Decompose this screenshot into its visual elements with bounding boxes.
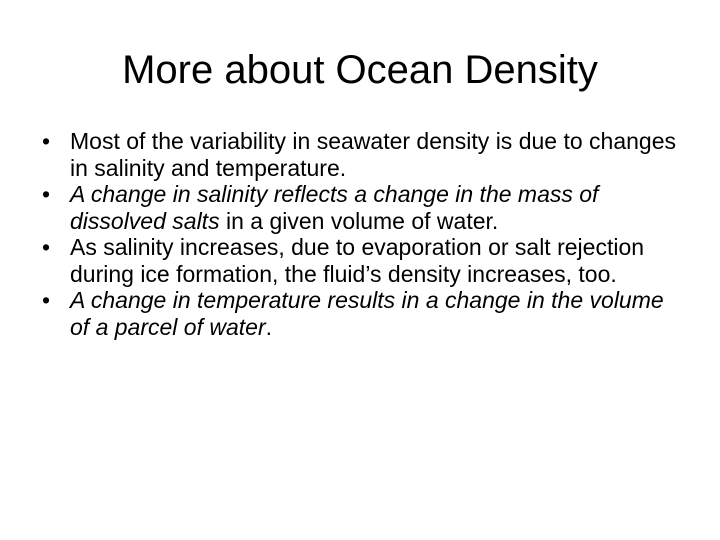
bullet-text-segment: As salinity increases, due to evaporation or salt rejection during ice formation, the fluid’s density increases, too. [70, 234, 645, 287]
bullet-text [70, 128, 676, 181]
bullet-list [42, 128, 682, 340]
bullet-text [70, 234, 644, 287]
bullet-marker: • [42, 234, 51, 260]
bullet-marker: • [42, 287, 51, 313]
bullet-text [70, 181, 598, 234]
bullet-text-segment: in a given volume of water. [219, 207, 499, 234]
bullet-item [42, 287, 682, 340]
bullet-text-segment: Most of the variability in seawater density is due to changes in salinity and temperature. [70, 128, 676, 181]
bullet-text-segment: . [265, 313, 272, 340]
bullet-item [42, 181, 682, 234]
bullet-text-italic-segment: A change in salinity reflects a change in the mass of dissolved salts [70, 181, 599, 234]
bullet-text [70, 287, 664, 340]
bullet-item [42, 128, 682, 181]
bullet-item [42, 234, 682, 287]
slide-title: More about Ocean Density [122, 48, 598, 92]
bullet-text-italic-segment: A change in temperature results in a change in the volume of a parcel of water [70, 287, 664, 340]
bullet-marker: • [42, 181, 51, 207]
bullet-marker: • [42, 128, 51, 154]
